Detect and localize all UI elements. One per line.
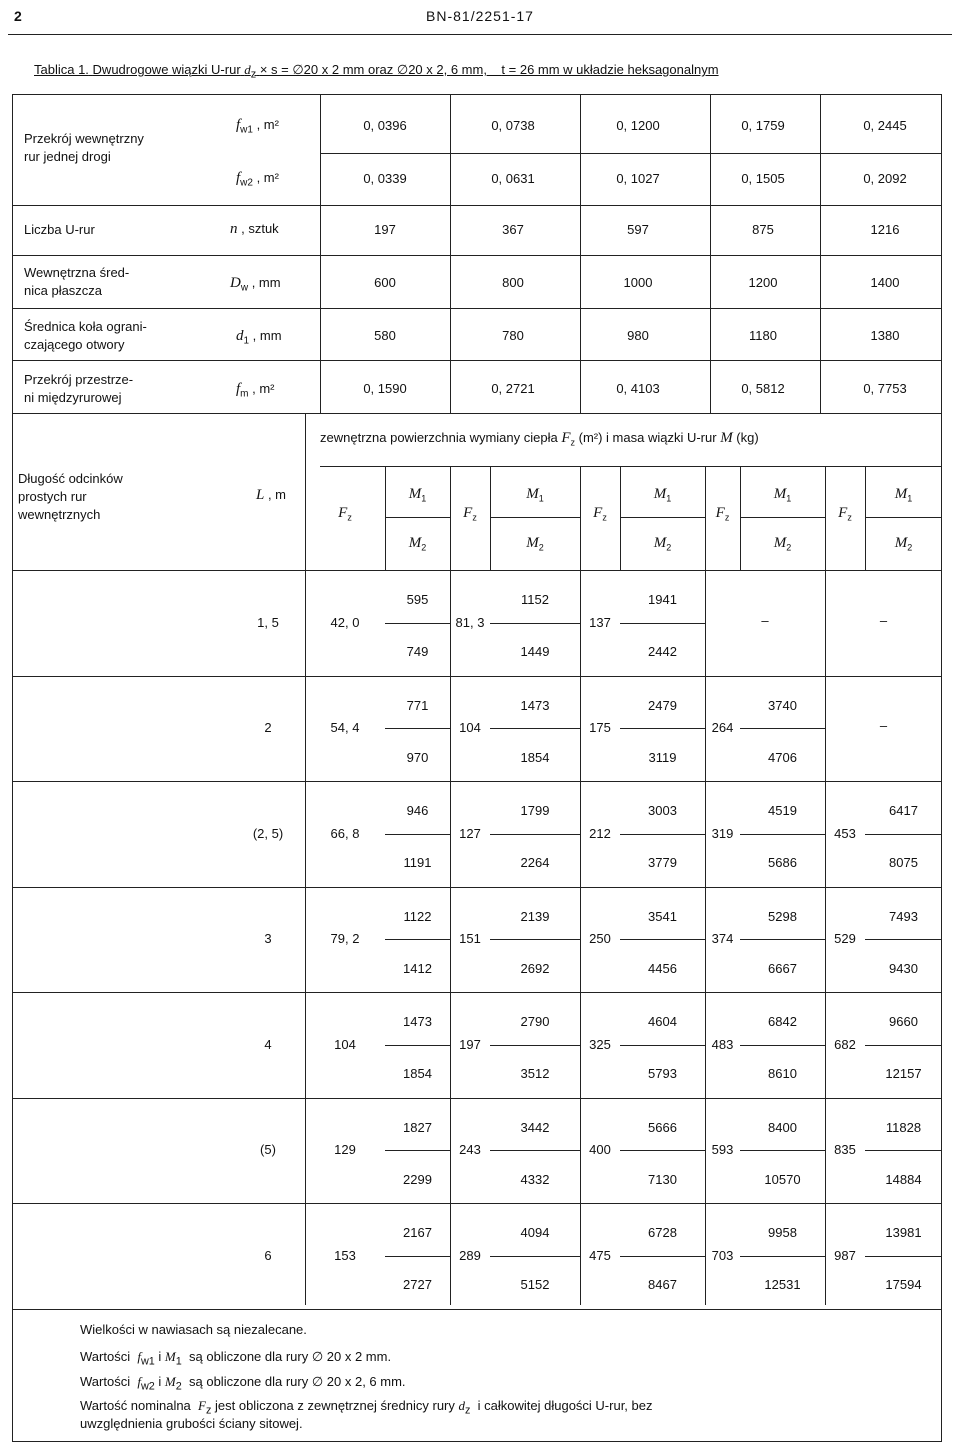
col-divider (620, 466, 621, 570)
row-label: Przekrój przestrze- ni międzyrurowej (24, 372, 134, 405)
col-divider (385, 466, 386, 570)
fraction-line (620, 1256, 705, 1257)
fraction-line (865, 1150, 942, 1151)
caption-text: Dwudrogowe wiązki U-rur (92, 62, 241, 77)
cell-m2: 2692 (520, 960, 550, 976)
cell-m2: 17594 (885, 1277, 922, 1292)
row-divider (12, 360, 942, 361)
cell-m2: 5686 (768, 855, 797, 870)
fraction-line (740, 1045, 825, 1046)
row-divider (12, 887, 942, 888)
cell-fz: 400 (589, 1142, 611, 1158)
cell-length: 1, 5 (257, 614, 279, 630)
row-divider (12, 992, 942, 993)
cell-value: 0, 0631 (491, 171, 535, 186)
cell-length: 3 (264, 931, 272, 947)
fraction-line (385, 1150, 450, 1151)
cell-m1: 1473 (520, 697, 550, 713)
cell-m2: 14884 (885, 1171, 922, 1187)
cell-m1: 4094 (520, 1225, 550, 1240)
col-divider-L (305, 413, 306, 1305)
cell-m1: 5666 (648, 1119, 677, 1135)
col-header-fz: $F_z$ (463, 505, 477, 523)
cell-value: 0, 5812 (741, 381, 785, 396)
cell-m1: 1122 (403, 908, 432, 924)
cell-m1: 6417 (889, 803, 918, 818)
length-label: Długość odcinków prostych rur wewnętrznych (18, 471, 123, 522)
footnote-1: Wielkości w nawiasach są niezalecane. (80, 1322, 307, 1337)
fraction-line-header (865, 517, 942, 518)
header-rule (8, 34, 952, 35)
cell-fz: 54, 4 (330, 720, 360, 736)
cell-m2: 10570 (764, 1171, 801, 1187)
row-label: Przekrój wewnętrzny rur jednej drogi (24, 131, 144, 164)
col-divider (580, 466, 581, 1305)
cell-dash: – (761, 612, 769, 628)
col-divider (825, 466, 826, 1305)
row-divider (12, 1098, 942, 1099)
row-symbol: $f_{w2}$ , m² (236, 170, 279, 189)
cell-m1: 2139 (520, 908, 550, 924)
cell-fz: 374 (711, 931, 734, 947)
cell-fz: 129 (334, 1142, 356, 1158)
cell-m2: 8467 (648, 1277, 677, 1292)
cell-fz: 104 (334, 1036, 356, 1052)
col-divider (490, 466, 491, 570)
cell-value: 1216 (870, 222, 900, 237)
row-divider (12, 1309, 942, 1310)
cell-value: 0, 7753 (863, 381, 907, 396)
fraction-line (490, 1045, 580, 1046)
fraction-line (620, 939, 705, 940)
cell-m1: 2790 (520, 1014, 550, 1029)
cell-m2: 5793 (648, 1066, 677, 1081)
fraction-line (865, 834, 942, 835)
cell-length: 6 (264, 1247, 272, 1263)
row-divider (12, 413, 942, 414)
cell-m1: 8400 (768, 1119, 797, 1135)
document-number: BN-81/2251-17 (426, 8, 534, 24)
cell-m2: 8610 (768, 1066, 797, 1081)
cell-value: 0, 1759 (741, 118, 785, 133)
fraction-line-header (490, 517, 580, 518)
fraction-line (620, 623, 705, 624)
cell-m2: 3512 (520, 1066, 550, 1081)
col-header-m1: $M_1$ (773, 486, 792, 504)
length-symbol: L , m (256, 487, 287, 503)
fraction-line-header (620, 517, 705, 518)
col-divider (710, 94, 711, 413)
cell-value: 0, 0738 (491, 118, 535, 133)
cell-m1: 9958 (768, 1225, 797, 1240)
cell-fz: 475 (589, 1247, 611, 1263)
cell-fz: 175 (589, 720, 611, 736)
cell-value: 0, 2445 (863, 118, 907, 133)
fraction-line (490, 1150, 580, 1151)
row-divider-header-bottom (12, 570, 942, 571)
cell-m2: 2299 (403, 1171, 432, 1187)
cell-m2: 1449 (520, 644, 550, 659)
fraction-line (385, 1045, 450, 1046)
cell-value: 0, 1505 (741, 171, 785, 186)
cell-m2: 5152 (520, 1277, 550, 1292)
cell-fz: 250 (589, 931, 611, 947)
group-header: zewnętrzna powierzchnia wymiany ciepła $F_z$ (m²) i masa wiązki U-rur M (kg) (320, 430, 759, 448)
cell-fz: 212 (589, 825, 611, 841)
col-divider (820, 94, 821, 413)
row-divider (12, 676, 942, 677)
caption-mid: × s = ∅20 x 2 mm oraz ∅20 x 2, 6 mm, (259, 62, 487, 77)
fraction-line (740, 728, 825, 729)
row-divider (12, 255, 942, 256)
fraction-line (385, 1256, 450, 1257)
cell-m1: 3541 (648, 908, 677, 924)
cell-m2: 749 (406, 644, 429, 659)
cell-fz: 703 (711, 1247, 734, 1263)
cell-m1: 771 (406, 697, 429, 713)
cell-dash: – (879, 612, 888, 628)
fraction-line-header (740, 517, 825, 518)
fraction-line (385, 623, 450, 624)
col-divider (865, 466, 866, 570)
cell-value: 0, 4103 (616, 381, 660, 396)
caption-prefix: Tablica 1. (34, 62, 89, 77)
cell-m1: 1941 (648, 592, 677, 607)
cell-fz: 289 (459, 1247, 481, 1263)
cell-fz: 197 (459, 1036, 481, 1052)
cell-dash: – (879, 718, 888, 734)
fraction-line (620, 1150, 705, 1151)
cell-fz: 66, 8 (330, 825, 360, 841)
row-divider (12, 1203, 942, 1204)
cell-length: 4 (264, 1036, 272, 1052)
row-label: Wewnętrzna śred- nica płaszcza (24, 265, 130, 298)
col-divider (450, 466, 451, 1305)
cell-m1: 1799 (520, 803, 550, 818)
cell-value: 980 (627, 328, 649, 343)
cell-m2: 1854 (520, 749, 550, 765)
fraction-line (490, 623, 580, 624)
cell-m1: 6842 (768, 1014, 797, 1029)
cell-value: 197 (374, 222, 396, 237)
cell-value: 780 (502, 328, 524, 343)
cell-fz: 987 (834, 1247, 856, 1263)
col-header-m1: $M_1$ (526, 486, 544, 504)
fraction-line (620, 834, 705, 835)
cell-fz: 127 (459, 825, 481, 841)
col-header-m2: $M_2$ (526, 535, 544, 553)
col-divider (580, 94, 581, 413)
col-divider (450, 94, 451, 413)
fraction-line (740, 1150, 825, 1151)
col-header-fz: $F_z$ (838, 505, 852, 523)
col-header-fz: $F_z$ (715, 505, 730, 523)
cell-fz: 153 (334, 1247, 356, 1263)
fraction-line (490, 939, 580, 940)
table-frame (12, 94, 942, 1442)
cell-m1: 9660 (889, 1014, 918, 1029)
col-header-m1: $M_1$ (653, 486, 672, 504)
row-label: Średnica koła ograni- czającego otwory (24, 319, 147, 352)
cell-length: 2 (264, 720, 272, 736)
cell-m2: 12531 (764, 1277, 801, 1292)
cell-m2: 8075 (889, 855, 918, 870)
fraction-line (865, 1045, 942, 1046)
cell-m2: 4332 (520, 1171, 550, 1187)
fraction-line (740, 939, 825, 940)
col-divider (705, 466, 706, 1305)
cell-fz: 42, 0 (330, 614, 360, 630)
cell-m2: 9430 (889, 960, 918, 976)
fraction-line (740, 834, 825, 835)
cell-value: 0, 1027 (616, 171, 660, 186)
col-header-fz: $F_z$ (593, 505, 607, 523)
fraction-line-header (385, 517, 450, 518)
cell-m2: 3779 (648, 855, 677, 870)
cell-value: 1400 (870, 275, 900, 290)
cell-m1: 11828 (885, 1119, 922, 1135)
cell-m2: 970 (406, 749, 429, 765)
cell-fz: 151 (459, 931, 481, 947)
cell-value: 875 (752, 222, 774, 237)
fraction-line (385, 834, 450, 835)
cell-m2: 7130 (648, 1171, 677, 1187)
cell-m2: 4706 (768, 749, 797, 765)
cell-m1: 1473 (403, 1014, 432, 1029)
cell-value: 800 (502, 275, 524, 290)
col-header-m2: $M_2$ (773, 535, 792, 553)
cell-fz: 81, 3 (455, 614, 485, 630)
cell-m1: 946 (406, 803, 429, 818)
cell-fz: 835 (834, 1142, 856, 1158)
col-divider (740, 466, 741, 570)
cell-value: 0, 2092 (863, 171, 907, 186)
row-divider (12, 781, 942, 782)
caption-t: t = 26 mm w układzie heksagonalnym (501, 62, 719, 77)
cell-m1: 1827 (403, 1119, 432, 1135)
footnote-4: Wartość nominalna $F_z$ jest obliczona z zewnętrznej średnicy rury $d_z$ i całkowitej długości U-rur, bez (80, 1398, 653, 1417)
fraction-line (385, 939, 450, 940)
fraction-line (865, 939, 942, 940)
cell-value: 0, 1590 (363, 381, 407, 396)
cell-fz: 264 (711, 720, 734, 736)
cell-fz: 483 (711, 1036, 734, 1052)
cell-m1: 13981 (885, 1225, 922, 1240)
cell-fz: 104 (459, 720, 481, 736)
cell-m2: 3119 (648, 749, 677, 765)
fraction-line (490, 728, 580, 729)
cell-m2: 1854 (403, 1066, 432, 1081)
cell-m2: 1412 (403, 960, 432, 976)
fraction-line (620, 728, 705, 729)
cell-fz: 682 (834, 1036, 856, 1052)
cell-fz: 593 (711, 1142, 734, 1158)
cell-value: 1380 (870, 328, 900, 343)
cell-m1: 4519 (768, 803, 797, 818)
cell-m1: 2167 (403, 1225, 432, 1240)
cell-m2: 2442 (648, 644, 677, 659)
cell-fz: 137 (589, 614, 611, 630)
fraction-line (740, 1256, 825, 1257)
cell-length: (5) (260, 1142, 276, 1158)
cell-fz: 325 (589, 1036, 611, 1052)
cell-value: 0, 2721 (491, 381, 535, 396)
cell-m2: 4456 (648, 960, 677, 976)
footnote-5: uwzględnienia grubości ściany sitowej. (80, 1416, 303, 1431)
col-header-m1: $M_1$ (408, 486, 427, 504)
row-divider-header (320, 466, 942, 467)
cell-m1: 595 (406, 592, 429, 607)
col-header-m2: $M_2$ (653, 535, 672, 553)
cell-value: 0, 0339 (363, 171, 407, 186)
col-header-m1: $M_1$ (894, 486, 913, 504)
cell-m2: 12157 (885, 1066, 922, 1081)
row-symbol: $d_1$ , mm (236, 328, 282, 347)
cell-m2: 2264 (520, 855, 550, 870)
row-symbol: $f_{w1}$ , m² (236, 117, 279, 136)
cell-value: 580 (374, 328, 396, 343)
cell-fz: 319 (711, 825, 734, 841)
row-symbol: $f_m$ , m² (236, 381, 275, 400)
cell-m1: 3442 (520, 1119, 550, 1135)
row-symbol: n , sztuk (230, 221, 279, 237)
fraction-line (865, 1256, 942, 1257)
cell-value: 597 (627, 222, 649, 237)
row-label: Liczba U-rur (24, 222, 95, 237)
cell-m2: 6667 (768, 960, 797, 976)
col-header-fz: $F_z$ (338, 505, 352, 523)
cell-fz: 529 (834, 931, 856, 947)
cell-value: 1200 (748, 275, 778, 290)
table-caption: Tablica 1. Dwudrogowe wiązki U-rur $d_z \times s$ = ∅20 x 2 mm oraz ∅20 x 2, 6 mm, t = 26 mm w układzie heksagonalnym (34, 62, 719, 81)
col-divider (320, 94, 321, 413)
cell-m1: 3003 (648, 803, 677, 818)
page-number: 2 (14, 8, 22, 24)
cell-value: 367 (502, 222, 524, 237)
footnote-3: Wartości $f_{w2}$ i $M_2$ są obliczone dla rury ∅ 20 x 2, 6 mm. (80, 1374, 406, 1393)
cell-m1: 3740 (768, 697, 797, 713)
footnote-2: Wartości $f_{w1}$ i $M_1$ są obliczone dla rury ∅ 20 x 2 mm. (80, 1349, 392, 1368)
fraction-line (490, 1256, 580, 1257)
cell-fz: 243 (459, 1142, 481, 1158)
cell-m1: 1152 (521, 592, 549, 607)
row-divider (12, 308, 942, 309)
row-divider (12, 205, 942, 206)
row-symbol: $D_w$ , mm (230, 275, 281, 294)
fraction-line (490, 834, 580, 835)
fraction-line (620, 1045, 705, 1046)
col-header-m2: $M_2$ (408, 535, 427, 553)
cell-m1: 6728 (648, 1225, 677, 1240)
cell-m1: 4604 (648, 1014, 677, 1029)
cell-m2: 2727 (403, 1277, 432, 1292)
cell-value: 0, 1200 (616, 118, 660, 133)
cell-m2: 1191 (403, 855, 432, 870)
cell-m1: 7493 (889, 908, 918, 924)
cell-m1: 5298 (768, 908, 797, 924)
cell-value: 0, 0396 (363, 118, 407, 133)
col-header-m2: $M_2$ (894, 535, 913, 553)
fraction-line (385, 728, 450, 729)
cell-fz: 79, 2 (330, 931, 360, 947)
row-divider-fw (320, 153, 942, 154)
cell-value: 1180 (749, 328, 777, 343)
cell-length: (2, 5) (252, 825, 284, 841)
cell-value: 600 (374, 275, 396, 290)
cell-fz: 453 (834, 825, 856, 841)
cell-m1: 2479 (648, 697, 677, 713)
caption-dz: d (244, 62, 251, 77)
cell-value: 1000 (623, 275, 653, 290)
